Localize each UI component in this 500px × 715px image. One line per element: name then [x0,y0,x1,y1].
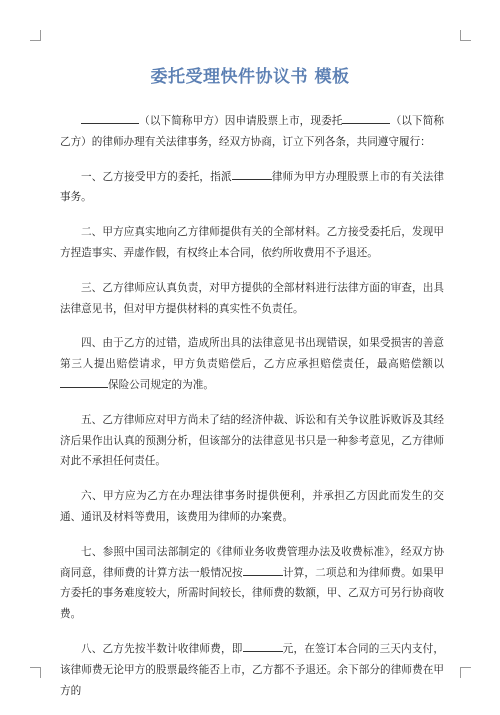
paragraph-clause-3: 三、乙方律师应认真负责，对甲方提供的全部材料进行法律方面的审查，出具法律意见书，但对甲方提供材料的真实性不负责任。 [60,281,444,315]
blank-line [81,112,139,124]
paragraph-clause-1 [60,167,444,209]
crop-mark-bottom-left [30,667,41,678]
paragraph-clause-5: 五、乙方律师应对甲方尚未了结的经济仲裁、诉讼和有关争议胜诉败诉及其经济后果作出认真的预测分析，但该部分的法律意见书只是一种参考意见，乙方律师对此不承担任何责任。 [60,413,444,468]
paragraph-clause-4 [60,333,444,395]
crop-mark-top-right [460,30,471,41]
paragraph-text: 八、乙方先按半数计收律师费，即 [81,642,243,655]
paragraph-text: 计算，二项总和为律师费。如果甲方委托的事务难度较大，所需时间较长，律师费的数额，甲、乙双方可另行协商收费。 [60,566,444,621]
paragraph-intro [60,111,444,153]
paragraph-text: 元，在签订本合同的三天内支付，该律师费无论甲方的股票最终能否上市，乙方都不予退还。余下部分的律师费在甲方的 [60,642,444,697]
paragraph-clause-2: 二、甲方应真实地向乙方律师提供有关的全部材料。乙方接受委托后，发现甲方捏造事实、弄虚作假，有权终止本合同，依约所收费用不予退还。 [60,226,444,259]
document-title: 委托受理快件协议书 模板 [150,67,350,87]
blank-line [243,564,283,576]
paragraph-clause-8 [60,639,444,701]
paragraph-text: （以下简称乙方）的律师办理有关法律事务，经双方协商，订立下列各条，共同遵守履行： [60,115,445,148]
paragraph-text: 律师为甲方办理股票上市的有关法律事务。 [60,170,444,204]
paragraph-clause-7 [60,542,444,625]
paragraph-text: 保险公司规定的为准。 [108,378,214,391]
blank-line [243,640,283,652]
blank-line [232,168,272,180]
crop-mark-top-left [30,30,41,41]
paragraph-text: 四、由于乙方的过错，造成所出具的法律意见书出现错误，如果受损害的善意第三人提出赔偿请求，甲方负责赔偿后，乙方应承担赔偿责任，最高赔偿额以 [60,337,444,371]
paragraph-text: （以下简称甲方）因申请股票上市，现委托 [139,115,343,127]
paragraph-text: 七、参照中国司法部制定的《律师业务收费管理办法及收费标准》，经双方协商同意，律师费的计算方法一般情况按 [60,545,444,579]
paragraph-text: 一、乙方接受甲方的委托，指派 [81,170,232,183]
paragraph-clause-6: 六、甲方应为乙方在办理法律事务时提供便利，并承担乙方因此而发生的交通、通讯及材料等费用，该费用为律师的办案费。 [60,490,444,523]
blank-line [342,112,390,124]
document-body [60,111,444,715]
blank-line [60,376,108,388]
crop-mark-bottom-right [460,667,471,678]
